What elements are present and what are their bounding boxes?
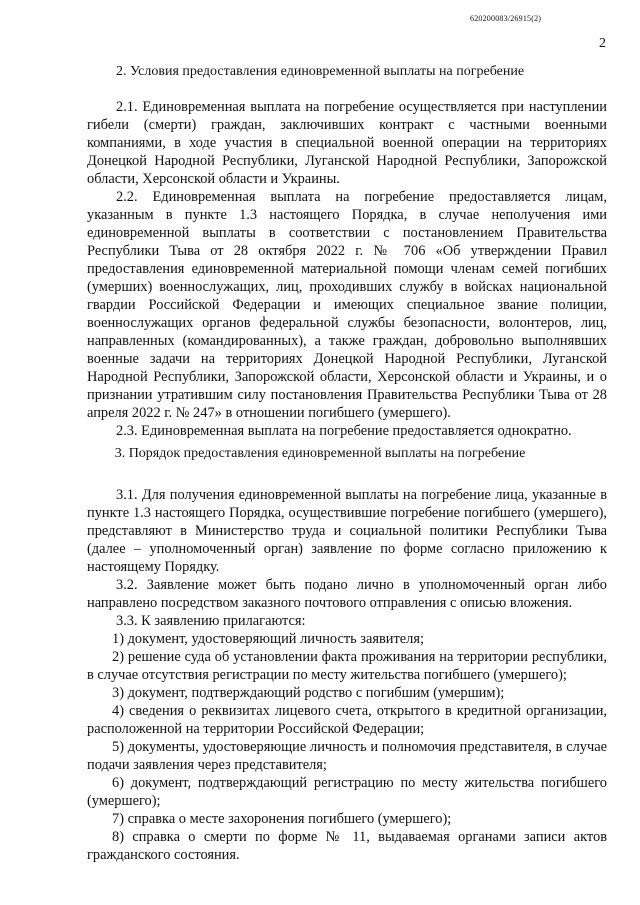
paragraph-3-2: 3.2. Заявление может быть подано лично в уполномоченный орган либо направлено посредством заказного почтового отправления с описью вложения. (87, 577, 607, 611)
section-3-body (87, 486, 607, 864)
list-item: 1) документ, удостоверяющий личность заявителя; (112, 631, 424, 647)
list-item: 8) справка о смерти по форме № 11, выдаваемая органами записи актов гражданского состояния. (87, 829, 607, 863)
paragraph-2-1: 2.1. Единовременная выплата на погребение осуществляется при наступлении гибели (смерти) граждан, заключивших контракт с частными военными компаниями, в ходе участия в специальной военной операции на территориях Донецкой Народной Республики, Луганской Народной Республики, Запорожской области, Херсонской области и Украины. (87, 99, 607, 187)
paragraph-2-2: 2.2. Единовременная выплата на погребение предоставляется лицам, указанным в пункте 1.3 настоящего Порядка, в случае неполучения ими единовременной выплаты в соответствии с постановлением Правительства Республики Тыва от 28 октября 2022 г. № 706 «Об утверждении Правил предоставления единовременной материальной помощи членам семей погибших (умерших) военнослужащих, лиц, проходивших службу в войсках национальной гвардии Российской Федерации и имеющих специальное звание полиции, военнослужащих органов федеральной службы безопасности, волонтеров, лиц, направленных (командированных), а также граждан, добровольно выполнявших военные задачи на территориях Донецкой Народной Республики, Луганской Народной Республики, Запорожской области, Херсонской области и Украины, и о признании утратившим силу постановления Правительства Республики Тыва от 28 апреля 2022 г. № 247» в отношении погибшего (умершего). (87, 189, 607, 421)
list-item: 7) справка о месте захоронения погибшего (умершего); (112, 811, 452, 827)
list-item: 3) документ, подтверждающий родство с погибшим (умершим); (112, 685, 505, 701)
attachments-list (87, 630, 607, 864)
list-item: 6) документ, подтверждающий регистрацию по месту жительства погибшего (умершего); (87, 775, 607, 809)
paragraph-3-3: 3.3. К заявлению прилагаются: (116, 613, 306, 629)
section-2-title: 2. Условия предоставления единовременной выплаты на погребение (115, 64, 525, 79)
list-item: 2) решение суда об установлении факта проживания на территории республики, в случае отсутствия регистрации по месту жительства погибшего (умершего); (87, 649, 607, 683)
page-number: 2 (599, 36, 606, 51)
paragraph-3-1: 3.1. Для получения единовременной выплаты на погребение лица, указанные в пункте 1.3 настоящего Порядка, осуществившие погребение погибшего (умершего), представляют в Министерство труда и социальной политики Республики Тыва (далее – уполномоченный орган) заявление по форме согласно приложению к настоящему Порядку. (87, 487, 607, 575)
list-item: 5) документы, удостоверяющие личность и полномочия представителя, в случае подачи заявления через представителя; (87, 739, 607, 773)
paragraph-2-3: 2.3. Единовременная выплата на погребение предоставляется однократно. (116, 423, 572, 439)
section-3-title: 3. Порядок предоставления единовременной выплаты на погребение (114, 446, 526, 461)
document-number: 620200083/26915(2) (470, 14, 542, 23)
list-item: 4) сведения о реквизитах лицевого счета, открытого в кредитной организации, расположенной на территории Российской Федерации; (87, 703, 607, 737)
section-2-body (87, 98, 607, 440)
